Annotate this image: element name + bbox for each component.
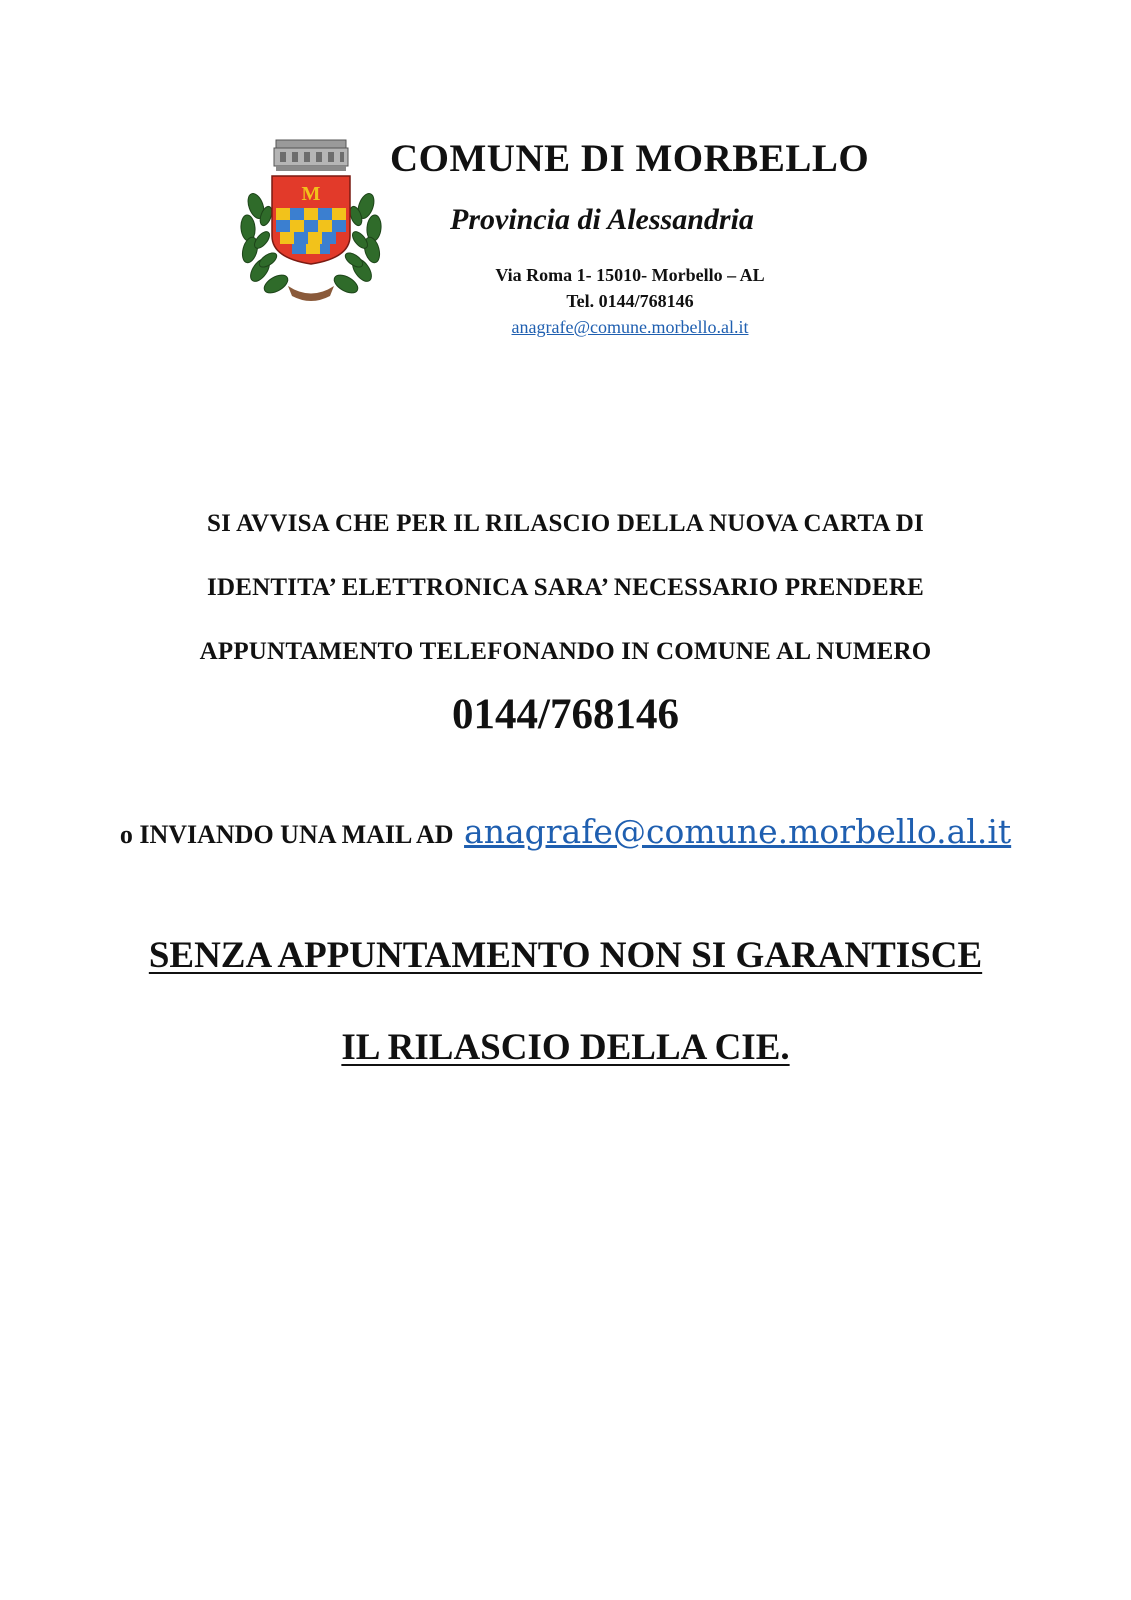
notice-line-3: APPUNTAMENTO TELEFONANDO IN COMUNE AL NUMERO (199, 638, 932, 665)
warning-line-1-text: SENZA APPUNTAMENTO NON SI GARANTISCE (148, 935, 983, 976)
page-title: COMUNE DI MORBELLO (390, 137, 870, 180)
mail-instruction (0, 812, 1131, 851)
warning-line-2-text: IL RILASCIO DELLA CIE. (341, 1027, 790, 1068)
warning-line-2 (0, 1002, 1131, 1094)
header-email-link[interactable]: anagrafe@comune.morbello.al.it (511, 317, 749, 337)
appointment-email-link[interactable]: anagrafe@comune.morbello.al.it (464, 812, 1012, 851)
notice-line-2: IDENTITA’ ELETTRONICA SARA’ NECESSARIO PRENDERE (207, 574, 924, 601)
contact-block (470, 262, 790, 340)
notice-line-1: SI AVVISA CHE PER IL RILASCIO DELLA NUOVA CARTA DI (207, 510, 924, 537)
svg-text:M: M (301, 183, 321, 205)
province-subtitle: Provincia di Alessandria (450, 203, 754, 236)
appointment-phone-number: 0144/768146 (452, 691, 679, 738)
address-line: Via Roma 1- 15010- Morbello – AL (495, 265, 765, 285)
mail-prefix: o INVIANDO UNA MAIL AD (119, 820, 454, 849)
warning-block (0, 910, 1131, 1094)
notice-paragraph (0, 492, 1131, 684)
phone-line: Tel. 0144/768146 (566, 291, 694, 311)
municipal-coat-of-arms-icon (236, 136, 386, 306)
warning-line-1 (0, 910, 1131, 1002)
